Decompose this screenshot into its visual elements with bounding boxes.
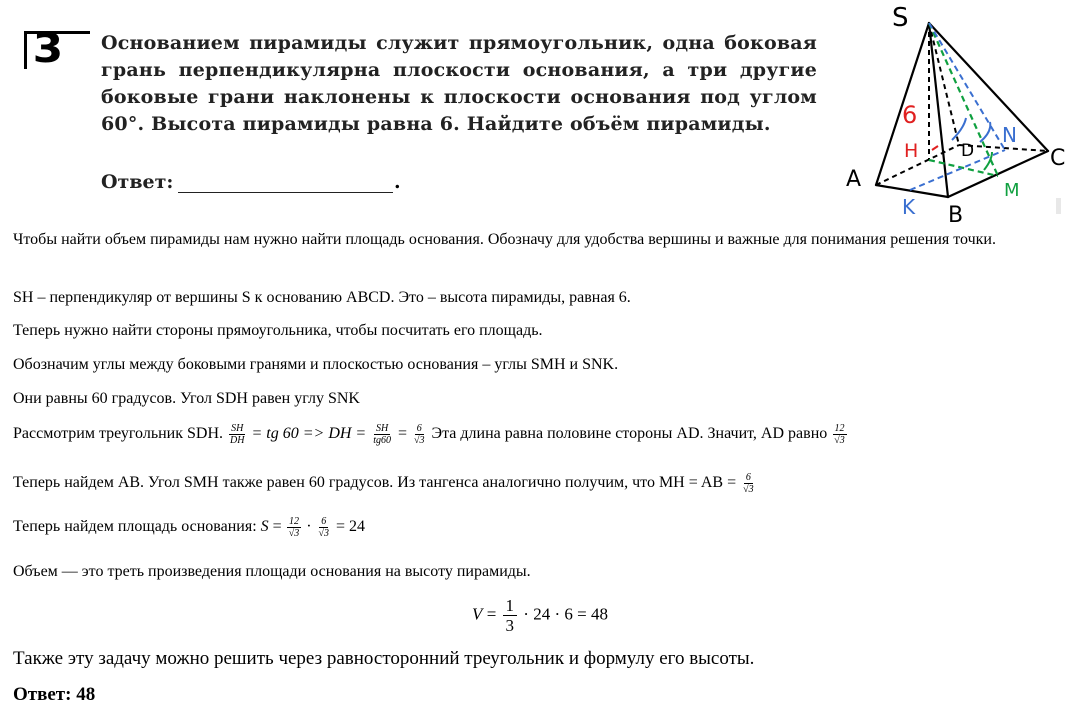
label-a: A xyxy=(846,167,862,192)
p8-lead: Теперь найдем площадь основания: xyxy=(13,518,257,536)
p6-eq1: = tg 60 => DH = xyxy=(251,425,367,443)
edge-sd xyxy=(929,23,959,145)
label-b: B xyxy=(948,203,964,228)
answer-blank-line xyxy=(178,192,393,193)
label-d: D xyxy=(961,141,975,161)
label-h: H xyxy=(904,140,919,162)
scrollbar-stub xyxy=(1056,198,1061,214)
answer-label: Ответ: xyxy=(101,171,174,193)
solution-paragraph-3: Теперь нужно найти стороны прямоугольника, чтобы посчитать его площадь. xyxy=(13,322,543,339)
solution-paragraph-4: Обозначим углы между боковыми гранями и плоскостью основания – углы SMH и SNK. xyxy=(13,356,619,373)
fraction-area-1: $\frac{12}{√3}$ xyxy=(288,516,300,539)
solution-paragraph-9: Объем — это треть произведения площади основания на высоту пирамиды. xyxy=(13,563,531,580)
p7-lead: Теперь найдем AB. Угол SMH также равен 60 градусов. Из тангенса аналогично получим, что MH = AB = xyxy=(13,474,737,492)
label-n: N xyxy=(1002,123,1017,147)
volume-formula xyxy=(0,596,1080,635)
alternative-note: Также эту задачу можно решить через равносторонний треугольник и формулу его высоты. xyxy=(13,648,755,669)
label-c: C xyxy=(1050,146,1066,171)
final-answer: Ответ: 48 xyxy=(13,684,96,705)
blue-lines xyxy=(910,23,1005,190)
solution-paragraph-8 xyxy=(13,516,365,539)
right-angle-mark xyxy=(932,146,938,150)
label-m: M xyxy=(1004,180,1020,201)
solution-paragraph-7 xyxy=(13,472,757,495)
pyramid-diagram xyxy=(840,0,1080,230)
line-hm xyxy=(929,160,998,176)
p6-tail: Эта длина равна половине стороны AD. Значит, AD равно xyxy=(431,425,828,443)
label-k: K xyxy=(902,195,916,219)
solution-paragraph-6 xyxy=(13,423,848,446)
label-height-6: 6 xyxy=(902,101,918,129)
formula-rest: · 24 · 6 = 48 xyxy=(523,604,608,624)
p6-eq2: = xyxy=(398,425,408,443)
formula-eq: = xyxy=(486,604,497,624)
fraction-sh-dh: $\frac{SH}{DH}$ xyxy=(230,423,245,446)
fraction-sh-tg60: $\frac{SH}{tg60}$ xyxy=(373,423,392,446)
solution-paragraph-5: Они равны 60 градусов. Угол SDH равен углу SNK xyxy=(13,390,360,407)
angle-mark-snk xyxy=(980,122,990,142)
problem-text: Основанием пирамиды служит прямоугольник, одна боковая грань перпендикулярна плоскости основания, а три другие боковые грани наклонены к плоскости основания под углом 60°. Высота пирамиды равна 6. Найдите объём пирамиды. xyxy=(101,32,817,135)
solution-paragraph-1: Чтобы найти объем пирамиды нам нужно найти площадь основания. Обозначу для удобства вершины и важные для понимания решения точки. xyxy=(13,231,996,248)
fraction-12-sqrt3: $\frac{12}{√3}$ xyxy=(834,423,845,446)
p8-var: S xyxy=(260,518,269,536)
label-s: S xyxy=(892,3,909,33)
p6-lead: Рассмотрим треугольник SDH. xyxy=(13,425,224,443)
fraction-6-sqrt3: $\frac{6}{√3}$ xyxy=(414,423,425,446)
answer-dot: . xyxy=(394,171,401,193)
solution-paragraph-2: SH – перпендикуляр от вершины S к основанию ABCD. Это – высота пирамиды, равная 6. xyxy=(13,289,631,306)
formula-var: V xyxy=(472,604,483,624)
fraction-area-2: $\frac{6}{√3}$ xyxy=(318,516,330,539)
p8-eq: = xyxy=(272,518,282,536)
p8-result: = 24 xyxy=(336,518,366,536)
fraction-ab: $\frac{6}{√3}$ xyxy=(743,472,754,495)
p8-dot: · xyxy=(306,518,312,536)
problem-number: 3 xyxy=(32,26,64,72)
fraction-one-third: $\frac{1}{3}$ xyxy=(503,596,518,635)
